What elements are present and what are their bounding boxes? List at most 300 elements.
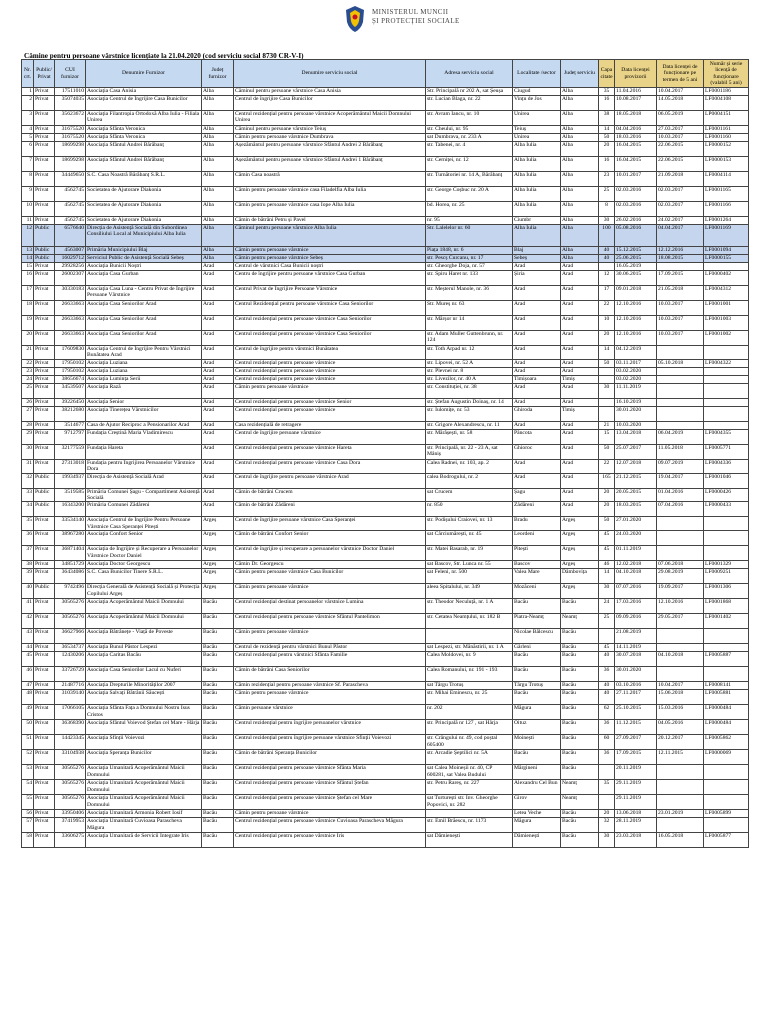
table-cell [657,546,704,561]
table-cell: 36627966 [55,629,86,644]
table-cell: LF0000152 [704,142,749,157]
table-cell: Argeș [561,531,599,546]
table-cell: 14 [599,346,615,360]
table-cell: LF0001002 [704,331,749,346]
table-cell: 21.08.2019 [615,629,657,644]
table-cell: 30 [22,444,34,459]
table-cell: 18 [22,301,34,316]
table-cell: Privat [34,652,55,667]
table-cell: 40 [599,652,615,667]
table-cell: Privat [34,398,55,406]
table-cell: Ciugud [513,88,561,96]
table-cell: 10.04.2017 [657,682,704,690]
table-cell: str. Cetatea Neamțului, nr. 182 B [426,614,513,629]
table-cell: Cămin de bătrâni Crucem [234,488,426,502]
table-cell: Bacău [202,833,234,848]
table-cell: Asociația Acoperământul Maicii Domnului [86,614,202,629]
table-cell: Alba Iulia [513,157,561,172]
table-cell: 19 [22,316,34,331]
table-cell: calea Bodrogului, nr. 2 [426,473,513,488]
table-row [22,301,749,316]
table-cell: 06.05.2019 [657,111,704,126]
table-cell: 35 [599,780,615,795]
table-cell: LF0001402 [704,614,749,629]
table-cell [704,780,749,795]
table-cell: Arad [561,286,599,301]
table-cell: LF0001868 [704,599,749,614]
table-cell: 33606275 [55,833,86,848]
table-cell: Arad [202,383,234,398]
table-cell: 30 [599,584,615,599]
table-cell: Privat [34,111,55,126]
table-cell: str. Arcadie Șeptilici nr. 5A [426,750,513,765]
table-cell: Arad [561,444,599,459]
table-cell: Bacău [561,735,599,750]
table-row [22,172,749,187]
table-cell: 14 [22,255,34,263]
table-cell: str. Mihai Eminescu, nr. 25 [426,690,513,705]
table-cell: Măgura [513,818,561,833]
table-cell: Asociația Bunul Păstor Lespezi [86,644,202,652]
table-cell: Cămin pentru persoane vârstnice [234,629,426,644]
table-cell: 43 [22,629,34,644]
table-cell: str. George Coșbuc nr. 20 A [426,187,513,202]
table-cell: 33726729 [55,667,86,682]
table-cell [704,531,749,546]
table-cell: Asociația Umanitară Armonia Robert Iosif [86,810,202,818]
table-cell: LF0004322 [704,359,749,367]
table-cell: 36368390 [55,720,86,735]
table-cell: 29 [22,429,34,444]
table-cell: 21.05.2018 [657,286,704,301]
table-cell: Alba [561,247,599,255]
table-cell [704,629,749,644]
table-cell: Alba Iulia [513,202,561,217]
table-cell: 56 [22,810,34,818]
table-cell: Arad [561,429,599,444]
table-cell: Asociația Sfântul Andrei Bărăbanț [86,157,202,172]
table-cell: 06.04.2019 [657,429,704,444]
table-cell: 12.10.2016 [657,599,704,614]
table-cell: nr. 850 [426,502,513,517]
table-cell: 15.03.2016 [657,705,704,720]
table-cell: Privat [34,614,55,629]
table-cell: 12.10.2016 [615,331,657,346]
table-cell: Privat [34,217,55,225]
table-cell: 12.11.2015 [657,750,704,765]
table-row [22,398,749,406]
column-header: Public/ Privat [34,60,55,88]
table-cell: Mărgineni [513,765,561,780]
table-cell: Direcția Generală de Asistență Socială și Protecția Copilului Argeș [86,584,202,599]
table-cell: Argeș [561,546,599,561]
table-cell: 55 [22,795,34,810]
table-cell: LF0000484 [704,705,749,720]
table-cell: 17950102 [55,367,86,375]
column-header: Capa citate [599,60,615,88]
table-cell: bd. Horea, nr. 25 [426,202,513,217]
table-cell: Arad [513,301,561,316]
table-row [22,406,749,421]
table-cell: 29.05.2017 [657,614,704,629]
table-cell: Public [34,502,55,517]
table-cell: 39226450 [55,398,86,406]
table-cell: 18699298 [55,142,86,157]
table-cell: 07.04.2016 [657,502,704,517]
table-cell: 17.09.2015 [657,271,704,286]
table-cell [657,346,704,360]
table-cell: Cămin pentru persoane vârstnice Casa Bunicilor [234,569,426,584]
table-cell: Bacău [202,795,234,810]
column-header: CUI furnizor [55,60,86,88]
table-cell: 22 [599,301,615,316]
table-cell: str. Emil Brăescu, nr. 1173 [426,818,513,833]
table-cell: 02.03.2016 [615,202,657,217]
table-cell: 10.03.2017 [657,134,704,142]
table-cell: Arad [513,316,561,331]
table-cell: Privat [34,96,55,111]
table-cell: Timiș [561,375,599,383]
table-cell: Centrul rezidențial pentru vârstnici Sfânta Familie [234,652,426,667]
table-cell: Centrul rezidențial pentru persoane vârstnice [234,406,426,421]
table-cell: Centrul Rezidențial pentru persoane vârstnice Casa Seniorilor [234,301,426,316]
table-cell: Timișoara [513,375,561,383]
table-cell: 50 [22,720,34,735]
table-cell: S.C. Casa Noastră Bărăbanț S.R.L. [86,172,202,187]
table-cell: 14 [599,126,615,134]
table-cell: 20.05.2015 [615,488,657,502]
table-cell: nr. 95 [426,217,513,225]
table-cell: 36 [599,750,615,765]
table-cell: 18.08.2015 [657,255,704,263]
table-cell: Centrul rezidențial pentru persoane vârstnice Casa Dora [234,459,426,473]
table-cell: 50 [599,444,615,459]
table-cell: Privat [34,546,55,561]
table-cell: 100 [599,225,615,247]
table-cell: Alba [561,157,599,172]
table-cell [657,531,704,546]
table-row [22,316,749,331]
table-cell: LF0005771 [704,444,749,459]
table-cell: Calea Romanului, nr. 191 - 193 [426,667,513,682]
table-cell: Centrul rezidențial pentru persoane vârstnice [234,367,426,375]
document-title: Cămine pentru persoane vârstnice licențiate la 21.04.2020 (cod serviciu social 8730 CR-V-I) [24,52,304,60]
table-cell: Ciumbr [513,217,561,225]
table-cell: LF0004312 [704,286,749,301]
table-cell: Arad [202,316,234,331]
table-cell [599,406,615,421]
column-header: Denumire Furnizor [86,60,202,88]
table-cell [657,406,704,421]
table-cell: Centrul rezidențial pentru persoane vârstnice [234,359,426,367]
table-cell: Privat [34,599,55,614]
table-cell: Asociația Umanitară Acoperământul Maicii Domnului [86,765,202,780]
table-cell: 27.01.2020 [615,517,657,531]
table-cell: 17609830 [55,346,86,360]
table-cell: Arad [561,383,599,398]
table-row [22,795,749,810]
table-cell: str. Iulomițe, nr. 53 [426,406,513,421]
table-cell: 9 [22,187,34,202]
table-row [22,502,749,517]
table-cell: Cămin de bătrâni Confort Senior [234,531,426,546]
table-row [22,750,749,765]
column-header: Denumire serviciu social [234,60,426,88]
table-cell: str. Spiru Haret nr. 133 [426,271,513,286]
table-cell [426,629,513,644]
table-cell: 29928256 [55,263,86,271]
table-cell: 07.07.2016 [615,584,657,599]
table-cell: Moinești [513,735,561,750]
table-cell: Neamț [561,795,599,810]
table-row [22,225,749,247]
table-cell: 31 [22,459,34,473]
table-cell: 03.10.2016 [615,682,657,690]
table-cell: 29.11.2019 [615,795,657,810]
table-cell [657,421,704,429]
table-cell: str. Ștefan Augustin Doinaș, nr. 14 [426,398,513,406]
table-cell: 44 [22,644,34,652]
column-header: Număr și serie licență de funcționare (valabil 5 ani) [704,60,749,88]
table-cell: Alba [561,88,599,96]
table-cell: Unirea [513,134,561,142]
table-cell: 14423345 [55,735,86,750]
table-cell: Arad [202,421,234,429]
table-cell: 31675520 [55,126,86,134]
table-cell: 30 [599,217,615,225]
table-cell: Centrul rezidențial pentru persoane vârstnice Ștefan cel Mare [234,795,426,810]
table-cell: 49 [22,705,34,720]
table-cell: sat Târgu Trotuș [426,682,513,690]
table-cell: Cămin Dr. Georgescu [234,561,426,569]
table-cell: Arad [202,367,234,375]
table-cell: Asociația Casa Anisia [86,88,202,96]
table-cell: LF0001160 [704,134,749,142]
table-cell: Bacău [202,690,234,705]
table-cell: 45 [599,546,615,561]
table-row [22,561,749,569]
table-cell: Căminul pentru persoane vârstnice Casa Anisia [234,88,426,96]
table-cell: Asociația Umanitară Cuvioasa Parascheva Măgura [86,818,202,833]
table-cell: 5 [22,134,34,142]
table-cell: Privat [34,88,55,96]
table-cell: Cămin pentru persoane vârstnice [234,690,426,705]
table-cell: Asociația Sfântul Andrei Bărăbanț [86,142,202,157]
table-cell: 32177559 [55,444,86,459]
table-cell: Privat [34,795,55,810]
table-cell: Bacău [561,629,599,644]
table-cell: str. Turnătoriei nr. 14 A, Bărăbanț [426,172,513,187]
table-cell: 28 [22,421,34,429]
table-cell: 04.05.2016 [657,720,704,735]
table-cell: Arad [561,346,599,360]
table-cell [704,263,749,271]
table-cell: 17 [22,286,34,301]
table-row [22,202,749,217]
table-cell: Timiș [561,406,599,421]
table-cell: 11 [22,217,34,225]
table-cell: Centrul de îngrijire Casa Bunicilor [234,96,426,111]
table-cell: LF0001169 [704,225,749,247]
table-cell: Mozăceni [513,584,561,599]
table-cell: 27 [22,406,34,421]
table-cell: Alba [561,111,599,126]
table-cell: Bacău [561,690,599,705]
table-cell: 15.12.2015 [615,247,657,255]
table-cell: 10.04.2017 [657,88,704,96]
table-cell: Cămin Casa noastră [234,172,426,187]
table-cell: Fundația pentru Îngrijirea Persoanelor Vârstnice Dora [86,459,202,473]
table-cell: Privat [34,459,55,473]
table-cell: Alba [202,225,234,247]
table-cell: Alba Iulia [513,187,561,202]
table-cell: 10.08.2017 [615,96,657,111]
table-row [22,111,749,126]
table-cell: Arad [561,316,599,331]
table-cell: 35 [22,517,34,531]
table-cell: 4562745 [55,217,86,225]
table-cell: Bacău [202,720,234,735]
table-cell: 12 [599,271,615,286]
table-row [22,247,749,255]
table-cell: Arad [513,263,561,271]
table-cell: Asociația Sfântul Voievod Ștefan cel Mare - Hârja [86,720,202,735]
table-cell: Bacău [513,750,561,765]
table-cell: 11.12.2015 [615,720,657,735]
table-cell: 16.10.2019 [615,398,657,406]
table-cell: 38 [22,561,34,569]
table-cell: 37419953 [55,818,86,833]
table-cell: Centrul rezidențial pentru persoane vârstnice Sfânta Maria [234,765,426,780]
table-cell [657,375,704,383]
table-cell: Bacău [202,682,234,690]
table-cell: 20.12.2017 [657,735,704,750]
table-cell: Arad [561,488,599,502]
table-cell: Asociația Centrul de Îngrijire Casa Bunicilor [86,96,202,111]
table-cell [704,644,749,652]
table-cell: 23.01.2019 [657,810,704,818]
table-cell: 30565276 [55,780,86,795]
table-cell: Centrul rezidențial pentru persoane vârstnice Casa Seniorilor [234,331,426,346]
table-cell: str. Adam Muller Guttenbrunn, nr. 124 [426,331,513,346]
table-cell: 30.07.2018 [615,652,657,667]
table-cell: 16 [22,271,34,286]
table-cell: 30565276 [55,599,86,614]
table-cell: str. Meșterul Manole, nr. 36 [426,286,513,301]
table-cell [704,818,749,833]
table-row [22,644,749,652]
table-cell [599,795,615,810]
table-cell: Arad [513,331,561,346]
table-cell: Privat [34,667,55,682]
table-cell: 27.09.2017 [615,735,657,750]
table-cell: Alba [202,255,234,263]
table-cell: Privat [34,531,55,546]
table-cell: Asociația Umanitară de Servicii Integrate Iris [86,833,202,848]
table-cell: Primăria Municipiului Blaj [86,247,202,255]
table-cell: 22.06.2015 [657,157,704,172]
table-cell: 52 [22,750,34,765]
table-cell: Unirea [513,111,561,126]
table-cell: Str. Principală nr 202 A, sat Șeușa [426,88,513,96]
table-cell: 3 [22,111,34,126]
table-cell: LF0004355 [704,429,749,444]
table-cell: Târgu Trotuș [513,682,561,690]
table-cell: Arad [513,473,561,488]
table-cell: 19934937 [55,473,86,488]
table-cell: 28.11.2019 [615,818,657,833]
table-cell: 25 [599,614,615,629]
table-cell: str. Lucian Blaga, nr. 22 [426,96,513,111]
table-cell: Asociația Centrul de Îngrijire Pentru Persoane Vârstnice Casa Speranței Pitești [86,517,202,531]
table-cell: 57 [22,818,34,833]
page-header [0,0,768,42]
table-cell: 38 [599,111,615,126]
table-cell: 31039140 [55,690,86,705]
table-cell: 09.07.2019 [657,459,704,473]
table-cell: Privat [34,780,55,795]
table-cell: 2 [22,96,34,111]
table-cell: 33950406 [55,810,86,818]
table-cell: 30565276 [55,765,86,780]
table-cell [599,367,615,375]
table-cell: 19.09.2017 [657,584,704,599]
table-cell: LF0000069 [704,750,749,765]
ministry-line-2: ȘI PROTECȚIEI SOCIALE [372,17,460,25]
table-cell: Alba [561,255,599,263]
table-cell: 12.02.2018 [615,561,657,569]
table-cell: Șagu [513,488,561,502]
table-cell: Privat [34,629,55,644]
table-cell: Arad [561,301,599,316]
table-cell: Teiuș [513,126,561,134]
table-cell: LF0001166 [704,202,749,217]
table-cell: Asociația Sfinții Voievozi [86,735,202,750]
column-header: Nr. crt. [22,60,34,88]
table-cell: Arad [202,406,234,421]
table-cell [426,810,513,818]
table-cell: Asociația Sfânta Veronica [86,134,202,142]
table-cell: str. Mărășești, nr. 58 [426,429,513,444]
table-cell: Centrul rezidențial pentru persoane vârstnice Sfântul Ștefan [234,780,426,795]
table-cell: LF0001165 [704,187,749,202]
table-cell: Bacău [202,818,234,833]
table-cell: Bacău [513,690,561,705]
table-cell: Privat [34,720,55,735]
table-cell: Direcția de Asistență Socială din Subordinea Consiliului Local al Municipiului Alba Iulia [86,225,202,247]
table-cell: 24 [22,375,34,383]
table-cell: sat Bascov, Str. Lunca nr. 55 [426,561,513,569]
table-cell: str. Plevnei nr. 8 [426,367,513,375]
table-cell: Bacău [513,652,561,667]
table-cell: Asociația Confort Senior [86,531,202,546]
table-cell: Pitești [513,546,561,561]
table-cell: 12 [22,225,34,247]
table-header-row [22,60,749,88]
table-cell [599,629,615,644]
table-cell: Arad [561,359,599,367]
table-cell: Privat [34,187,55,202]
table-cell: Argeș [561,517,599,531]
table-cell: Vințu de Jos [513,96,561,111]
table-cell [704,398,749,406]
table-cell: Bacău [561,667,599,682]
table-cell: 13 [22,247,34,255]
table-cell: 04.10.2018 [615,569,657,584]
table-cell: 23 [599,172,615,187]
table-cell: 45 [599,531,615,546]
table-cell: Arad [561,459,599,473]
